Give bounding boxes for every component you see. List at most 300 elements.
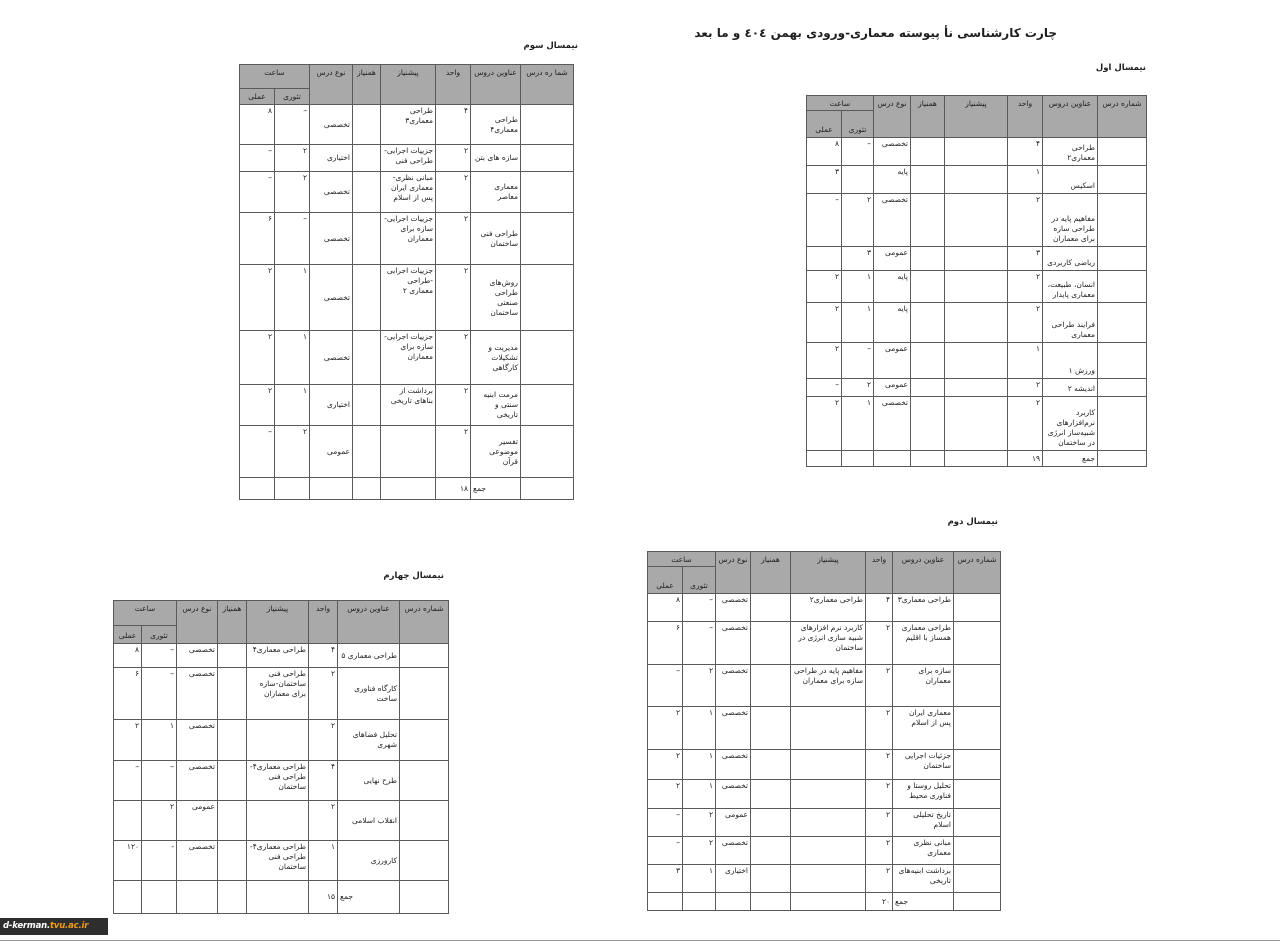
- course-units: ۲: [309, 720, 338, 761]
- course-theory-hours: ۱: [842, 303, 874, 343]
- course-prerequisite: [791, 707, 866, 750]
- course-row: [807, 194, 1147, 247]
- course-row: [240, 426, 574, 478]
- course-theory-hours: –: [142, 668, 177, 720]
- course-type: عمومی: [310, 426, 353, 478]
- course-prerequisite: [791, 780, 866, 809]
- course-row: [648, 707, 1001, 750]
- course-row: [648, 780, 1001, 809]
- course-row: [240, 331, 574, 385]
- course-units: ۲: [1008, 303, 1043, 343]
- course-practice-hours: ۳: [807, 166, 842, 194]
- course-type: تخصصی: [716, 622, 751, 665]
- course-title: انقلاب اسلامی: [338, 801, 400, 841]
- course-title: سازه برای معماران: [893, 665, 954, 707]
- course-title: کاربرد نرم‌افزارهای شبیه‌ساز انرژی در ساختمان: [1043, 397, 1098, 451]
- course-corequisite: [751, 750, 791, 780]
- header-course-code: شماره درس: [400, 601, 449, 644]
- total-empty-cell: [751, 893, 791, 911]
- course-title: طراحی معماری همساز با اقلیم: [893, 622, 954, 665]
- course-code: [954, 665, 1001, 707]
- course-theory-hours: -: [142, 841, 177, 881]
- course-practice-hours: –: [240, 145, 275, 172]
- course-prerequisite: [945, 343, 1008, 379]
- total-empty-cell: [911, 451, 945, 467]
- course-units: ۲: [436, 331, 471, 385]
- course-row: [807, 271, 1147, 303]
- course-practice-hours: ۲: [648, 750, 683, 780]
- course-corequisite: [218, 644, 247, 668]
- header-course-type: نوع درس: [874, 96, 911, 138]
- course-practice-hours: ۲: [240, 385, 275, 426]
- course-title: تحلیل روستا و فناوری محیط: [893, 780, 954, 809]
- course-row: [114, 644, 449, 668]
- total-empty-cell: [945, 451, 1008, 467]
- course-units: ۲: [436, 213, 471, 265]
- course-title: مبانی نظری معماری: [893, 837, 954, 865]
- course-corequisite: [353, 426, 381, 478]
- course-prerequisite: [945, 379, 1008, 397]
- course-units: ۴: [309, 761, 338, 801]
- course-units: ۲: [436, 145, 471, 172]
- course-type: تخصصی: [177, 720, 218, 761]
- course-title: فرایند طراحی معماری: [1043, 303, 1098, 343]
- course-practice-hours: ۲: [807, 343, 842, 379]
- course-practice-hours: ۲: [807, 303, 842, 343]
- course-row: [648, 622, 1001, 665]
- course-row: [648, 750, 1001, 780]
- header-course-title: عناوین دروس: [1043, 96, 1098, 138]
- total-label: جمع: [471, 478, 521, 500]
- course-prerequisite: جزییات اجرایی -طراحی معماری ۲: [381, 265, 436, 331]
- header-course-title: عناوین دروس: [338, 601, 400, 644]
- course-theory-hours: –: [842, 138, 874, 166]
- course-corequisite: [751, 707, 791, 750]
- course-corequisite: [218, 841, 247, 881]
- course-prerequisite: [791, 865, 866, 893]
- course-units: ۲: [866, 665, 893, 707]
- header-hours: ساعت: [240, 65, 310, 89]
- header-practice: عملی: [807, 111, 842, 138]
- course-title: برداشت ابنیه‌های تاریخی: [893, 865, 954, 893]
- course-title: طراحی فنی ساختمان: [471, 213, 521, 265]
- course-corequisite: [751, 780, 791, 809]
- course-code: [954, 809, 1001, 837]
- course-practice-hours: ۲: [648, 707, 683, 750]
- course-type: تخصصی: [177, 644, 218, 668]
- header-units: واحد: [866, 552, 893, 594]
- course-practice-hours: ۸: [114, 644, 142, 668]
- course-prerequisite: طراحی فنی ساختمان-سازه برای معماران: [247, 668, 309, 720]
- course-type: تخصصی: [177, 668, 218, 720]
- course-type: تخصصی: [874, 397, 911, 451]
- course-row: [807, 247, 1147, 271]
- course-code: [954, 594, 1001, 622]
- course-code: [1098, 138, 1147, 166]
- course-prerequisite: جزییات اجرایی- طراحی فنی: [381, 145, 436, 172]
- course-prerequisite: [945, 247, 1008, 271]
- total-empty-cell: [275, 478, 310, 500]
- course-units: ۳: [1008, 247, 1043, 271]
- total-empty-cell: [240, 478, 275, 500]
- course-row: [240, 172, 574, 213]
- course-practice-hours: ۳: [648, 865, 683, 893]
- course-type: تخصصی: [716, 594, 751, 622]
- course-title: معماری ایران پس از اسلام: [893, 707, 954, 750]
- course-code: [521, 145, 574, 172]
- course-corequisite: [353, 105, 381, 145]
- course-code: [1098, 166, 1147, 194]
- course-code: [1098, 397, 1147, 451]
- course-code: [1098, 379, 1147, 397]
- course-theory-hours: ۱: [842, 397, 874, 451]
- header-theory: تئوری: [275, 89, 310, 105]
- course-row: [807, 138, 1147, 166]
- course-theory-hours: ۱: [683, 707, 716, 750]
- course-code: [521, 385, 574, 426]
- total-units: ۲۰: [866, 893, 893, 911]
- header-theory: تئوری: [142, 626, 177, 644]
- total-empty-cell: [683, 893, 716, 911]
- course-units: ۲: [436, 172, 471, 213]
- course-prerequisite: جزییات اجرایی- سازه برای معماران: [381, 213, 436, 265]
- course-units: ۲: [866, 750, 893, 780]
- course-practice-hours: ۲: [807, 271, 842, 303]
- course-practice-hours: ۲: [648, 780, 683, 809]
- header-prerequisite: پیشنیاز: [791, 552, 866, 594]
- total-empty-cell: [521, 478, 574, 500]
- course-title: طرح نهایی: [338, 761, 400, 801]
- course-title: اسکیس: [1043, 166, 1098, 194]
- course-practice-hours: ۸: [648, 594, 683, 622]
- semester-2-table: [647, 551, 1001, 911]
- course-theory-hours: ۳: [842, 247, 874, 271]
- header-course-type: نوع درس: [310, 65, 353, 105]
- course-corequisite: [751, 809, 791, 837]
- course-prerequisite: [381, 426, 436, 478]
- course-corequisite: [353, 385, 381, 426]
- header-practice: عملی: [240, 89, 275, 105]
- course-type: تخصصی: [310, 213, 353, 265]
- course-prerequisite: [945, 138, 1008, 166]
- total-empty-cell: [842, 451, 874, 467]
- course-row: [114, 668, 449, 720]
- course-type: پایه: [874, 271, 911, 303]
- total-empty-cell: [874, 451, 911, 467]
- course-corequisite: [218, 801, 247, 841]
- course-corequisite: [911, 303, 945, 343]
- course-theory-hours: –: [142, 644, 177, 668]
- header-row: [114, 601, 449, 626]
- course-corequisite: [218, 720, 247, 761]
- course-title: مدیریت و تشکیلات کارگاهی: [471, 331, 521, 385]
- course-prerequisite: طراحی معماری۴- طراحی فنی ساختمان: [247, 761, 309, 801]
- total-row: [114, 881, 449, 914]
- course-prerequisite: [247, 720, 309, 761]
- total-empty-cell: [218, 881, 247, 914]
- course-theory-hours: –: [683, 594, 716, 622]
- course-corequisite: [353, 172, 381, 213]
- course-theory-hours: ۱: [275, 331, 310, 385]
- header-course-title: عناوین دروس: [893, 552, 954, 594]
- course-type: پایه: [874, 303, 911, 343]
- total-empty-cell: [247, 881, 309, 914]
- course-row: [807, 379, 1147, 397]
- course-code: [954, 780, 1001, 809]
- course-prerequisite: برداشت از بناهای تاریخی: [381, 385, 436, 426]
- course-corequisite: [353, 265, 381, 331]
- course-row: [240, 265, 574, 331]
- course-theory-hours: ۲: [142, 801, 177, 841]
- course-theory-hours: ۱: [683, 865, 716, 893]
- course-code: [400, 644, 449, 668]
- course-title: ورزش ۱: [1043, 343, 1098, 379]
- course-row: [648, 594, 1001, 622]
- course-units: ۲: [436, 426, 471, 478]
- course-title: طراحی معماری۴: [471, 105, 521, 145]
- course-theory-hours: ۱: [275, 265, 310, 331]
- course-code: [400, 720, 449, 761]
- course-prerequisite: [247, 801, 309, 841]
- course-type: تخصصی: [716, 707, 751, 750]
- total-empty-cell: [954, 893, 1001, 911]
- course-prerequisite: [945, 397, 1008, 451]
- course-prerequisite: [945, 194, 1008, 247]
- course-units: ۲: [1008, 194, 1043, 247]
- course-type: تخصصی: [716, 837, 751, 865]
- site-prefix: d-kerman.: [3, 921, 50, 931]
- course-title: اندیشه ۲: [1043, 379, 1098, 397]
- header-corequisite: همنیاز: [751, 552, 791, 594]
- course-code: [521, 172, 574, 213]
- course-practice-hours: ۶: [240, 213, 275, 265]
- course-practice-hours: –: [807, 379, 842, 397]
- course-code: [954, 622, 1001, 665]
- course-corequisite: [911, 343, 945, 379]
- course-practice-hours: ۲: [807, 397, 842, 451]
- course-type: تخصصی: [310, 172, 353, 213]
- course-practice-hours: ۲: [114, 720, 142, 761]
- course-corequisite: [218, 668, 247, 720]
- total-empty-cell: [716, 893, 751, 911]
- site-logo: [0, 918, 108, 935]
- course-prerequisite: [791, 750, 866, 780]
- course-theory-hours: ۲: [275, 172, 310, 213]
- header-course-type: نوع درس: [716, 552, 751, 594]
- course-corequisite: [911, 247, 945, 271]
- header-course-code: شماره درس: [954, 552, 1001, 594]
- course-units: ۲: [866, 780, 893, 809]
- course-theory-hours: ۲: [683, 665, 716, 707]
- course-units: ۲: [436, 385, 471, 426]
- total-empty-cell: [400, 881, 449, 914]
- course-prerequisite: طراحی معماری۴: [247, 644, 309, 668]
- course-units: ۲: [866, 865, 893, 893]
- course-code: [1098, 343, 1147, 379]
- course-theory-hours: –: [842, 343, 874, 379]
- course-row: [648, 865, 1001, 893]
- course-prerequisite: طراحی معماری۳: [381, 105, 436, 145]
- header-prerequisite: پیشنیاز: [945, 96, 1008, 138]
- course-type: اختیاری: [310, 145, 353, 172]
- course-prerequisite: [945, 303, 1008, 343]
- course-code: [521, 213, 574, 265]
- course-practice-hours: ۲: [240, 265, 275, 331]
- course-code: [1098, 271, 1147, 303]
- course-theory-hours: ۱: [683, 780, 716, 809]
- header-corequisite: همنیاز: [911, 96, 945, 138]
- header-course-title: عناوین دروس: [471, 65, 521, 105]
- course-prerequisite: [945, 166, 1008, 194]
- total-empty-cell: [1098, 451, 1147, 467]
- course-row: [240, 105, 574, 145]
- course-corequisite: [911, 194, 945, 247]
- course-practice-hours: ۲: [240, 331, 275, 385]
- course-corequisite: [353, 213, 381, 265]
- course-row: [240, 213, 574, 265]
- course-units: ۴: [866, 594, 893, 622]
- course-theory-hours: [842, 166, 874, 194]
- total-row: [807, 451, 1147, 467]
- semester-1-label: نیمسال اول: [1095, 63, 1146, 73]
- course-corequisite: [353, 145, 381, 172]
- course-type: عمومی: [716, 809, 751, 837]
- total-label: جمع: [893, 893, 954, 911]
- course-practice-hours: –: [648, 665, 683, 707]
- course-code: [954, 837, 1001, 865]
- course-title: تاریخ تحلیلی اسلام: [893, 809, 954, 837]
- course-type: عمومی: [177, 801, 218, 841]
- header-prerequisite: پیشنیاز: [247, 601, 309, 644]
- total-units: ۱۵: [309, 881, 338, 914]
- course-units: ۲: [1008, 271, 1043, 303]
- course-units: ۲: [1008, 397, 1043, 451]
- semester-1-table: [806, 95, 1147, 467]
- course-type: عمومی: [874, 343, 911, 379]
- semester-3-table: [239, 64, 574, 500]
- course-practice-hours: ۸: [807, 138, 842, 166]
- course-corequisite: [911, 397, 945, 451]
- course-code: [400, 668, 449, 720]
- course-row: [114, 720, 449, 761]
- course-title: معماری معاصر: [471, 172, 521, 213]
- course-theory-hours: ۲: [842, 194, 874, 247]
- course-practice-hours: [114, 801, 142, 841]
- course-row: [648, 665, 1001, 707]
- course-theory-hours: ۲: [842, 379, 874, 397]
- semester-3-label: نیمسال سوم: [523, 41, 578, 51]
- course-row: [648, 837, 1001, 865]
- course-type: عمومی: [874, 247, 911, 271]
- course-type: اختیاری: [310, 385, 353, 426]
- course-units: ۲: [309, 801, 338, 841]
- course-theory-hours: –: [142, 761, 177, 801]
- header-hours: ساعت: [114, 601, 177, 626]
- header-units: واحد: [309, 601, 338, 644]
- header-row: [240, 65, 574, 89]
- course-code: [400, 761, 449, 801]
- course-practice-hours: –: [240, 172, 275, 213]
- course-units: ۲: [309, 668, 338, 720]
- course-corequisite: [218, 761, 247, 801]
- course-theory-hours: ۲: [683, 809, 716, 837]
- course-title: ریاضی کاربردی: [1043, 247, 1098, 271]
- total-empty-cell: [381, 478, 436, 500]
- header-units: واحد: [436, 65, 471, 105]
- course-code: [521, 331, 574, 385]
- course-title: طراحی معماری۲: [1043, 138, 1098, 166]
- course-type: تخصصی: [874, 138, 911, 166]
- course-title: تفسیر موضوعی قرآن: [471, 426, 521, 478]
- course-theory-hours: ۲: [683, 837, 716, 865]
- course-title: کارگاه فناوری ساخت: [338, 668, 400, 720]
- course-prerequisite: [945, 271, 1008, 303]
- course-type: اختیاری: [716, 865, 751, 893]
- course-units: ۲: [866, 622, 893, 665]
- course-units: ۱: [1008, 343, 1043, 379]
- course-title: کارورزی: [338, 841, 400, 881]
- course-code: [954, 707, 1001, 750]
- course-title: انسان، طبیعت، معماری پایدار: [1043, 271, 1098, 303]
- course-code: [521, 105, 574, 145]
- header-theory: تئوری: [842, 111, 874, 138]
- page-bottom-rule: [0, 940, 1280, 941]
- course-practice-hours: ۶: [648, 622, 683, 665]
- course-corequisite: [751, 665, 791, 707]
- total-empty-cell: [807, 451, 842, 467]
- course-practice-hours: ۶: [114, 668, 142, 720]
- course-code: [1098, 303, 1147, 343]
- course-title: طراحی معماری۳: [893, 594, 954, 622]
- total-units: ۱۹: [1008, 451, 1043, 467]
- course-row: [807, 343, 1147, 379]
- course-practice-hours: –: [114, 761, 142, 801]
- course-units: ۴: [1008, 138, 1043, 166]
- course-prerequisite: طراحی معماری۴- طراحی فنی ساختمان: [247, 841, 309, 881]
- course-practice-hours: –: [807, 194, 842, 247]
- course-corequisite: [751, 865, 791, 893]
- header-course-code: شماره درس: [1098, 96, 1147, 138]
- course-theory-hours: –: [275, 105, 310, 145]
- course-code: [400, 801, 449, 841]
- course-type: تخصصی: [716, 780, 751, 809]
- page-title: چارت کارشناسی نأ پیوسته معماری-ورودی بهمن ٤٠٤ و ما بعد: [694, 26, 1057, 40]
- total-empty-cell: [142, 881, 177, 914]
- total-empty-cell: [177, 881, 218, 914]
- site-domain: tvu.ac.ir: [50, 921, 89, 931]
- course-title: روش‌های طراحی صنعتی ساختمان: [471, 265, 521, 331]
- course-type: عمومی: [874, 379, 911, 397]
- course-title: مرمت ابنیه سنتی و تاریخی: [471, 385, 521, 426]
- header-row: [648, 552, 1001, 567]
- course-type: تخصصی: [310, 265, 353, 331]
- course-units: ۱: [309, 841, 338, 881]
- total-empty-cell: [353, 478, 381, 500]
- course-corequisite: [911, 166, 945, 194]
- course-units: ۲: [866, 837, 893, 865]
- course-title: طراحی معماری ۵: [338, 644, 400, 668]
- total-row: [240, 478, 574, 500]
- header-units: واحد: [1008, 96, 1043, 138]
- total-label: جمع: [1043, 451, 1098, 467]
- course-row: [240, 385, 574, 426]
- course-prerequisite: [791, 809, 866, 837]
- course-code: [954, 865, 1001, 893]
- course-practice-hours: –: [648, 809, 683, 837]
- course-title: تحلیل فضاهای شهری: [338, 720, 400, 761]
- course-prerequisite: کاربرد نرم افزارهای شبیه سازی انرژی در ساختمان: [791, 622, 866, 665]
- course-theory-hours: ۱: [842, 271, 874, 303]
